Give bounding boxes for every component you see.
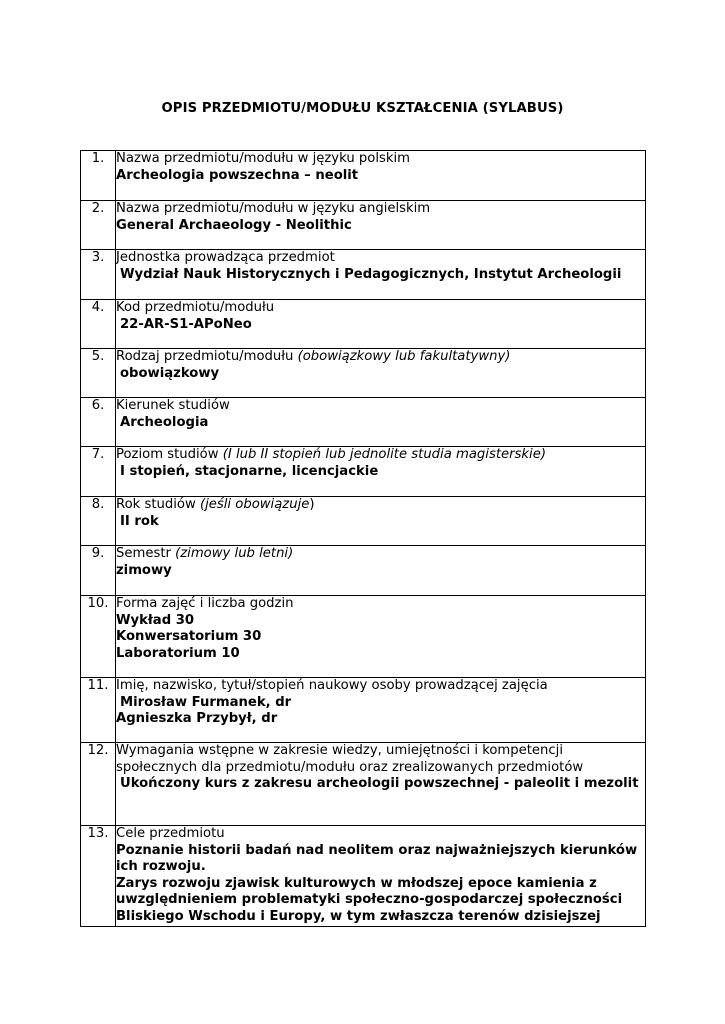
field-value: I stopień, stacjonarne, licencjackie xyxy=(120,463,379,479)
row-number: 2. xyxy=(81,201,116,250)
field-label xyxy=(116,678,645,695)
row-content xyxy=(116,250,646,300)
field-label-tail: ) xyxy=(309,497,315,512)
field-label-hint: (jeśli obowiązuje xyxy=(199,497,310,512)
table-row xyxy=(81,447,646,497)
field-label-text: Rok studiów xyxy=(116,497,200,512)
field-value: General Archaeology - Neolithic xyxy=(116,217,352,233)
field-value: Wykład 30 xyxy=(116,612,195,628)
syllabus-table xyxy=(80,150,646,927)
row-content xyxy=(116,151,646,201)
row-content xyxy=(116,349,646,398)
field-value: zimowy xyxy=(116,562,172,578)
field-label-text: Cele przedmiotu xyxy=(116,826,225,841)
table-row xyxy=(81,596,646,678)
row-number: 3. xyxy=(81,250,116,300)
row-content xyxy=(116,596,646,678)
field-label-text: Jednostka prowadząca przedmiot xyxy=(116,250,335,265)
row-content xyxy=(116,398,646,447)
row-content xyxy=(116,447,646,497)
field-value: 22-AR-S1-APoNeo xyxy=(120,316,252,332)
field-label xyxy=(116,201,645,218)
field-label-text: Kod przedmiotu/modułu xyxy=(116,300,275,315)
field-label xyxy=(116,300,645,317)
field-label-text: Kierunek studiów xyxy=(116,398,230,413)
field-label xyxy=(116,546,645,563)
field-label xyxy=(116,250,645,267)
field-value: Archeologia powszechna – neolit xyxy=(116,167,359,183)
row-content xyxy=(116,678,646,743)
field-value: Agnieszka Przybył, dr xyxy=(116,711,278,727)
field-value: Zarys rozwoju zjawisk kulturowych w młodszej epoce kamienia z uwzględnieniem problematyki społeczno-gospodarczej społeczności Bliskiego Wschodu i Europy, w tym zwłaszcza terenów dzisiejszej xyxy=(116,875,623,924)
field-value: Mirosław Furmanek, dr xyxy=(120,694,292,710)
table-row xyxy=(81,250,646,300)
field-value: Konwersatorium 30 xyxy=(116,629,262,645)
field-label-text: Semestr xyxy=(116,546,176,561)
field-label xyxy=(116,398,645,415)
row-number: 12. xyxy=(81,743,116,826)
field-label-text: Nazwa przedmiotu/modułu w języku angielskim xyxy=(116,201,431,216)
row-number: 8. xyxy=(81,497,116,546)
field-label xyxy=(116,349,645,366)
field-label-hint: (zimowy lub letni) xyxy=(175,546,294,561)
field-label-text: Rodzaj przedmiotu/modułu xyxy=(116,349,298,364)
field-label xyxy=(116,596,645,613)
field-label-hint: (I lub II stopień lub jednolite studia magisterskie) xyxy=(222,447,546,462)
field-value: II rok xyxy=(120,513,159,529)
field-label-text: Imię, nazwisko, tytuł/stopień naukowy osoby prowadzącej zajęcia xyxy=(116,678,548,693)
row-number: 1. xyxy=(81,151,116,201)
row-content xyxy=(116,300,646,349)
table-row xyxy=(81,398,646,447)
field-label xyxy=(116,151,645,168)
field-label xyxy=(116,743,645,776)
field-value: Poznanie historii badań nad neolitem oraz najważniejszych kierunków ich rozwoju. xyxy=(116,842,638,875)
row-number: 9. xyxy=(81,546,116,596)
row-content xyxy=(116,743,646,826)
table-row xyxy=(81,497,646,546)
row-number: 6. xyxy=(81,398,116,447)
document-title: OPIS PRZEDMIOTU/MODUŁU KSZTAŁCENIA (SYLABUS) xyxy=(161,101,564,116)
table-row xyxy=(81,300,646,349)
row-number: 13. xyxy=(81,826,116,927)
table-row xyxy=(81,201,646,250)
field-label-text: Forma zajęć i liczba godzin xyxy=(116,596,294,611)
row-number: 11. xyxy=(81,678,116,743)
table-row xyxy=(81,678,646,743)
field-label-text: Wymagania wstępne w zakresie wiedzy, umiejętności i kompetencji społecznych dla przedmiotu/modułu oraz zrealizowanych przedmiotów xyxy=(116,743,584,775)
row-number: 4. xyxy=(81,300,116,349)
field-value: Laboratorium 10 xyxy=(116,645,240,661)
field-label xyxy=(116,826,645,843)
row-number: 5. xyxy=(81,349,116,398)
row-content xyxy=(116,201,646,250)
field-label-text: Poziom studiów xyxy=(116,447,223,462)
field-value: Ukończony kurs z zakresu archeologii powszechnej - paleolit i mezolit xyxy=(120,776,639,792)
table-row xyxy=(81,743,646,826)
field-label-text: Nazwa przedmiotu/modułu w języku polskim xyxy=(116,151,411,166)
row-number: 7. xyxy=(81,447,116,497)
table-row xyxy=(81,349,646,398)
table-row xyxy=(81,826,646,927)
field-value: Wydział Nauk Historycznych i Pedagogicznych, Instytut Archeologii xyxy=(120,266,622,282)
table-row xyxy=(81,546,646,596)
table-row xyxy=(81,151,646,201)
row-content xyxy=(116,826,646,927)
field-value: Archeologia xyxy=(120,414,209,430)
row-content xyxy=(116,497,646,546)
row-number: 10. xyxy=(81,596,116,678)
field-label xyxy=(116,447,645,464)
field-label-hint: (obowiązkowy lub fakultatywny) xyxy=(297,349,511,364)
field-value: obowiązkowy xyxy=(120,365,220,381)
field-label xyxy=(116,497,645,514)
row-content xyxy=(116,546,646,596)
